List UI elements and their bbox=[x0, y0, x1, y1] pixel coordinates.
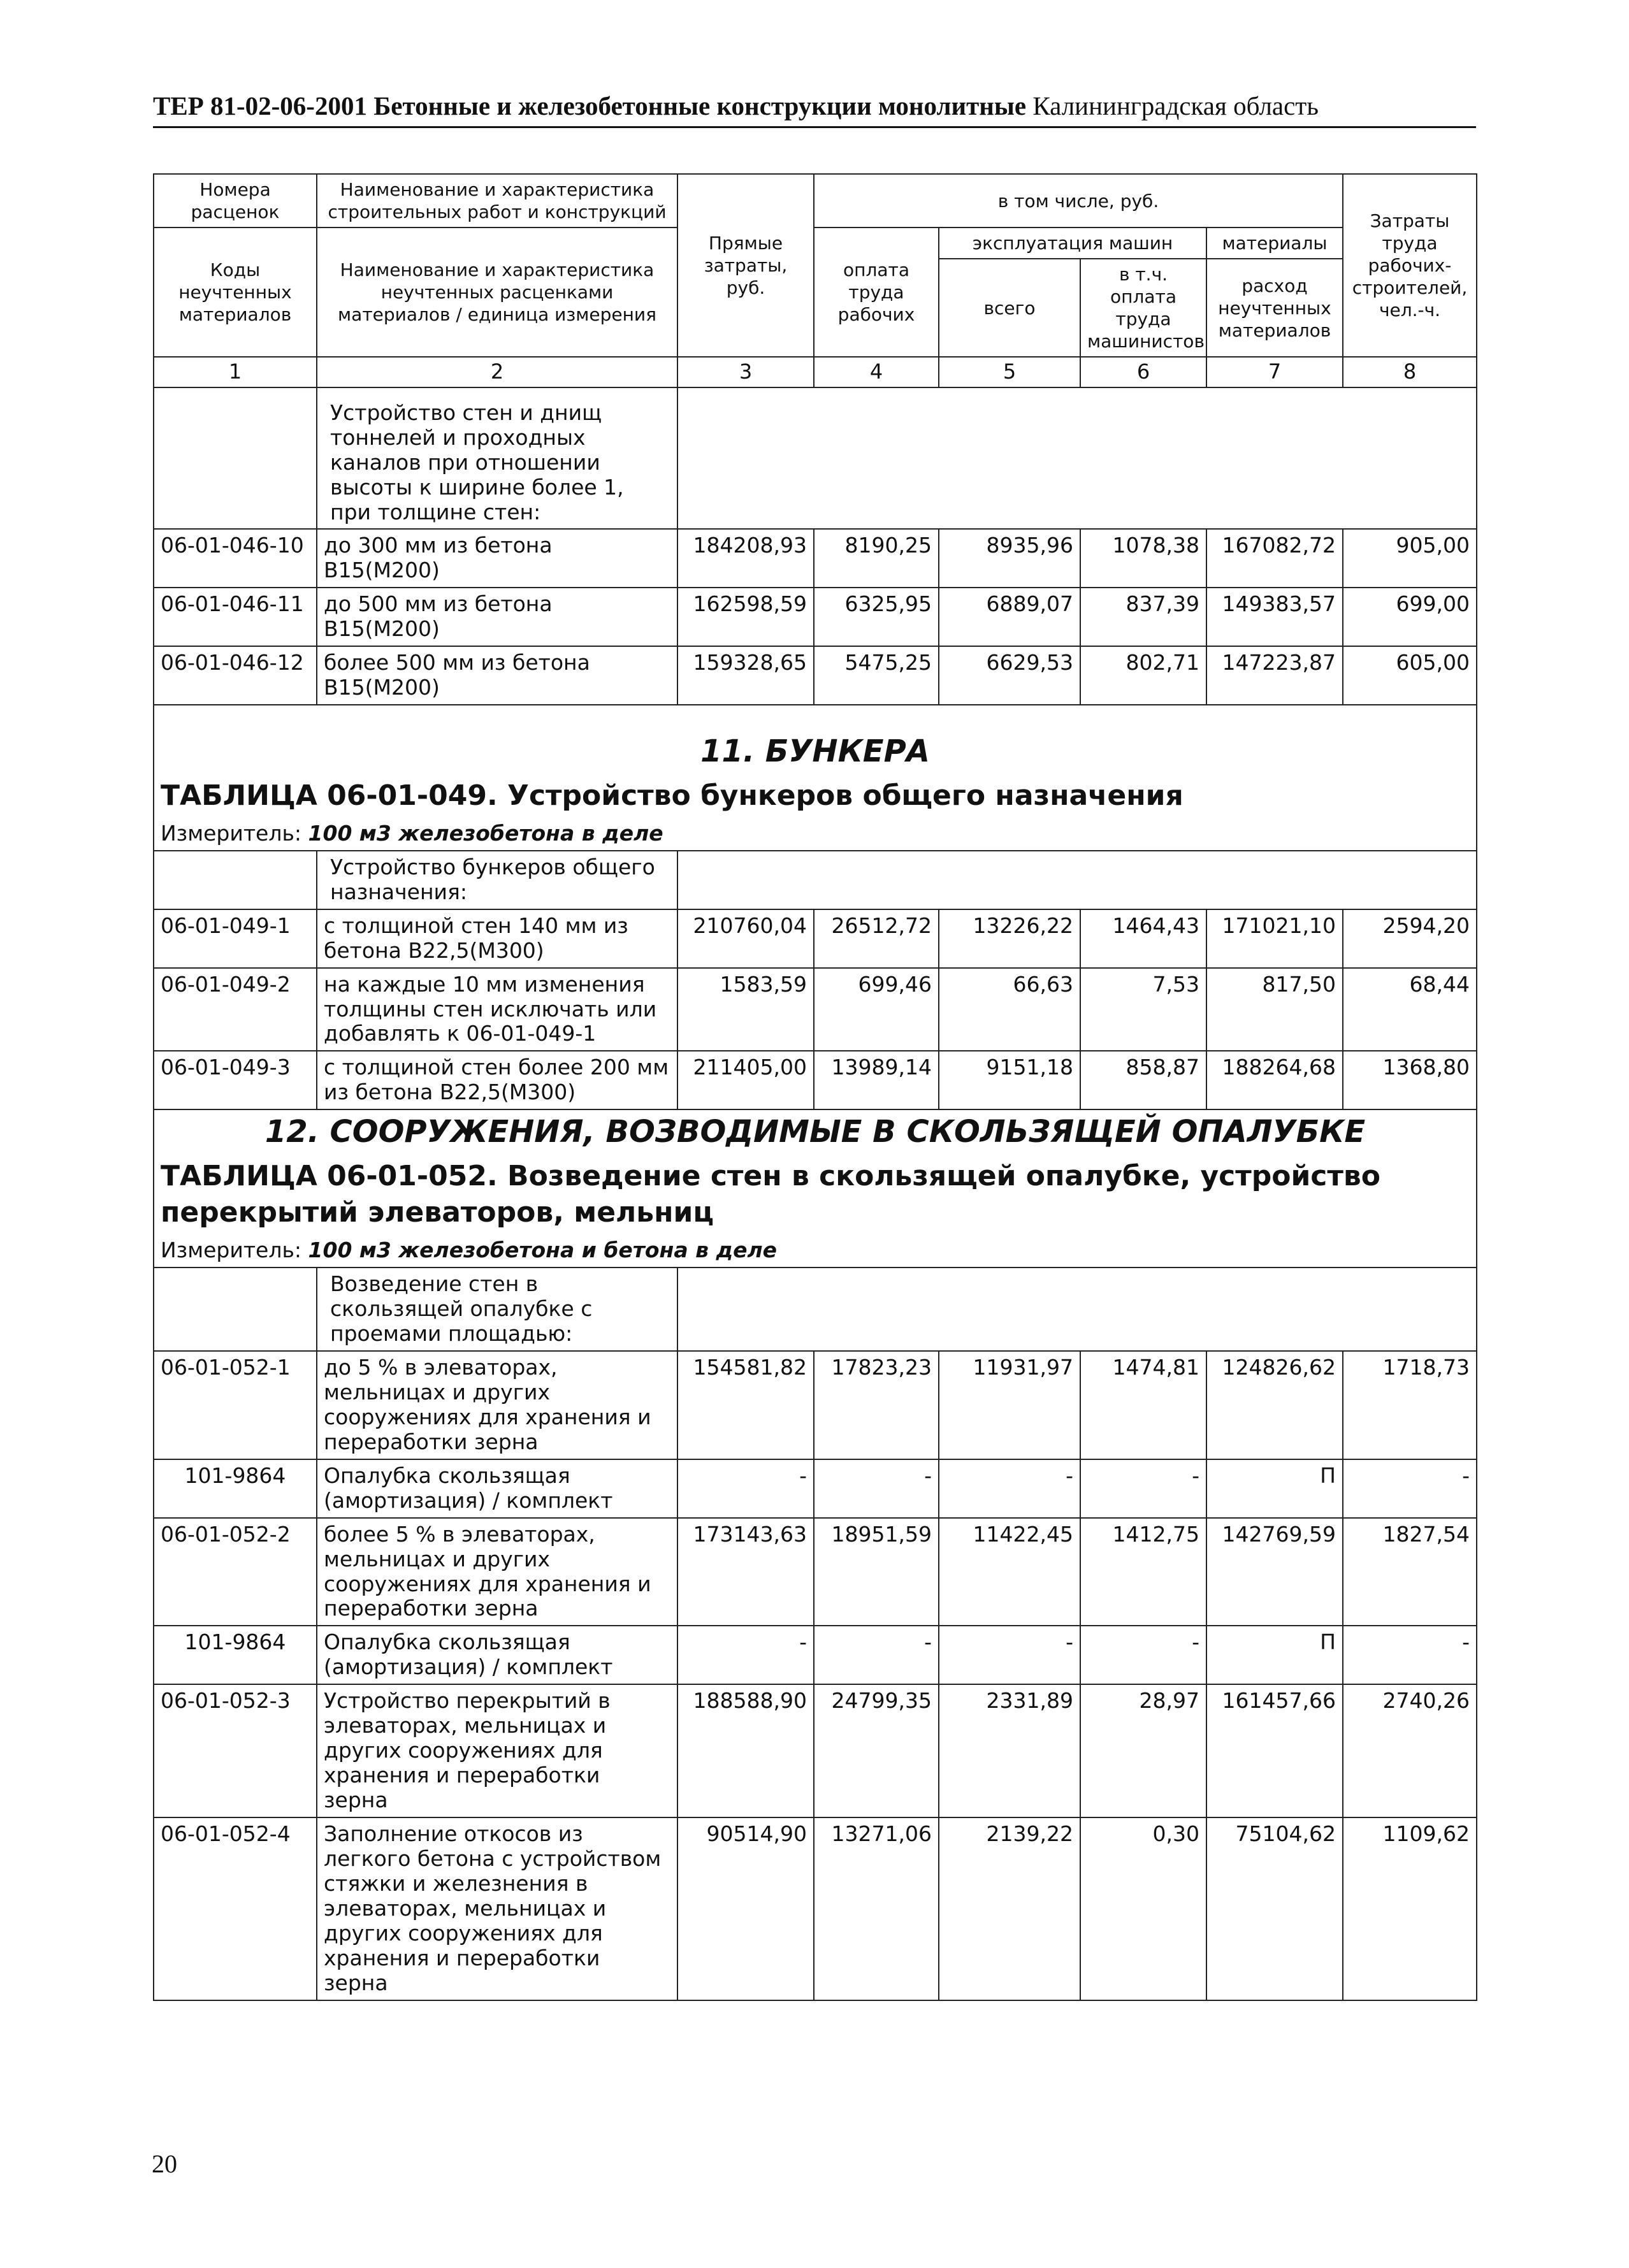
header-materials: материалы bbox=[1206, 228, 1343, 259]
labor-pay: 17823,23 bbox=[814, 1351, 939, 1459]
machines-total: 2139,22 bbox=[939, 1817, 1080, 2000]
document-title: Бетонные и железобетонные конструкции монолитные bbox=[373, 91, 1027, 120]
labor-hours: 605,00 bbox=[1343, 646, 1477, 705]
empty-cell bbox=[677, 1268, 1477, 1351]
materials-cost: 75104,62 bbox=[1206, 1817, 1343, 2000]
unit-value: 100 м3 железобетона и бетона в деле bbox=[308, 1238, 778, 1263]
rate-code: 06-01-046-11 bbox=[154, 588, 317, 646]
material-name: Опалубка скользящая (амортизация) / комплект bbox=[317, 1626, 677, 1684]
material-code: 101-9864 bbox=[154, 1459, 317, 1518]
direct-cost: - bbox=[677, 1459, 814, 1518]
labor-hours: 1109,62 bbox=[1343, 1817, 1477, 2000]
table-row bbox=[154, 968, 1477, 1051]
group-intro: Устройство стен и днищ тоннелей и проходных каналов при отношении высоты к ширине более 1, при толщине стен: bbox=[317, 387, 677, 530]
rate-code: 06-01-046-12 bbox=[154, 646, 317, 705]
rate-name: более 500 мм из бетона В15(М200) bbox=[317, 646, 677, 705]
header-machines-total: всего bbox=[939, 259, 1080, 357]
materials-cost: 167082,72 bbox=[1206, 529, 1343, 588]
empty-cell bbox=[154, 387, 317, 530]
machines-total: 9151,18 bbox=[939, 1051, 1080, 1109]
direct-cost: 162598,59 bbox=[677, 588, 814, 646]
header-name-bottom: Наименование и характеристика неучтенных расценками материалов / единица измерения bbox=[317, 228, 677, 357]
empty-cell bbox=[677, 851, 1477, 909]
rate-code: 06-01-046-10 bbox=[154, 529, 317, 588]
column-number: 3 bbox=[677, 357, 814, 387]
operators-pay: 0,30 bbox=[1080, 1817, 1206, 2000]
rate-name: до 500 мм из бетона В15(М200) bbox=[317, 588, 677, 646]
labor-pay: 26512,72 bbox=[814, 909, 939, 968]
column-number: 5 bbox=[939, 357, 1080, 387]
materials-cost: 188264,68 bbox=[1206, 1051, 1343, 1109]
operators-pay: 1078,38 bbox=[1080, 529, 1206, 588]
labor-pay: 13271,06 bbox=[814, 1817, 939, 2000]
header-row-2 bbox=[154, 228, 1477, 259]
materials-cost: П bbox=[1206, 1626, 1343, 1684]
material-row bbox=[154, 1459, 1477, 1518]
rate-name: Устройство перекрытий в элеваторах, мельницах и других сооружениях для хранения и переработки зерна bbox=[317, 1684, 677, 1817]
materials-cost: П bbox=[1206, 1459, 1343, 1518]
rate-code: 06-01-052-3 bbox=[154, 1684, 317, 1817]
table-row bbox=[154, 1518, 1477, 1626]
labor-hours: 699,00 bbox=[1343, 588, 1477, 646]
group-intro-row bbox=[154, 387, 1477, 530]
machines-total: 13226,22 bbox=[939, 909, 1080, 968]
operators-pay: - bbox=[1080, 1626, 1206, 1684]
labor-hours: 1368,80 bbox=[1343, 1051, 1477, 1109]
machines-total: 6629,53 bbox=[939, 646, 1080, 705]
column-number: 8 bbox=[1343, 357, 1477, 387]
operators-pay: 858,87 bbox=[1080, 1051, 1206, 1109]
labor-pay: 13989,14 bbox=[814, 1051, 939, 1109]
labor-hours: 68,44 bbox=[1343, 968, 1477, 1051]
table-title: ТАБЛИЦА 06-01-049. Устройство бункеров общего назначения bbox=[154, 774, 1477, 818]
material-row bbox=[154, 1626, 1477, 1684]
table-row bbox=[154, 1817, 1477, 2000]
rate-name: с толщиной стен 140 мм из бетона В22,5(М300) bbox=[317, 909, 677, 968]
unit-prefix: Измеритель: bbox=[161, 820, 302, 846]
rate-name: до 5 % в элеваторах, мельницах и других сооружениях для хранения и переработки зерна bbox=[317, 1351, 677, 1459]
section-title: 11. БУНКЕРА bbox=[154, 705, 1477, 774]
unit-row bbox=[154, 818, 1477, 851]
table-title-row bbox=[154, 1154, 1477, 1234]
direct-cost: 154581,82 bbox=[677, 1351, 814, 1459]
operators-pay: 1474,81 bbox=[1080, 1351, 1206, 1459]
rate-name: с толщиной стен более 200 мм из бетона В22,5(М300) bbox=[317, 1051, 677, 1109]
labor-hours: 905,00 bbox=[1343, 529, 1477, 588]
labor-pay: 6325,95 bbox=[814, 588, 939, 646]
header-labor-pay: оплата труда рабочих bbox=[814, 228, 939, 357]
rate-name: Заполнение откосов из легкого бетона с устройством стяжки и железнения в элеваторах, мельницах и других сооружениях для хранения и переработки зерна bbox=[317, 1817, 677, 2000]
page-header bbox=[153, 90, 1476, 128]
operators-pay: 7,53 bbox=[1080, 968, 1206, 1051]
machines-total: - bbox=[939, 1626, 1080, 1684]
column-number: 7 bbox=[1206, 357, 1343, 387]
price-table bbox=[153, 173, 1477, 2001]
labor-pay: 5475,25 bbox=[814, 646, 939, 705]
rate-code: 06-01-049-2 bbox=[154, 968, 317, 1051]
materials-cost: 147223,87 bbox=[1206, 646, 1343, 705]
labor-pay: 8190,25 bbox=[814, 529, 939, 588]
operators-pay: 837,39 bbox=[1080, 588, 1206, 646]
labor-pay: 24799,35 bbox=[814, 1684, 939, 1817]
region-name: Калининградская область bbox=[1032, 91, 1319, 120]
group-intro: Устройство бункеров общего назначения: bbox=[317, 851, 677, 909]
column-number: 6 bbox=[1080, 357, 1206, 387]
table-row bbox=[154, 646, 1477, 705]
direct-cost: 188588,90 bbox=[677, 1684, 814, 1817]
materials-cost: 124826,62 bbox=[1206, 1351, 1343, 1459]
unit-line bbox=[154, 818, 1477, 851]
operators-pay: 1464,43 bbox=[1080, 909, 1206, 968]
labor-pay: 18951,59 bbox=[814, 1518, 939, 1626]
unit-value: 100 м3 железобетона в деле bbox=[308, 820, 663, 846]
labor-hours: 2740,26 bbox=[1343, 1684, 1477, 1817]
labor-pay: 699,46 bbox=[814, 968, 939, 1051]
machines-total: 11931,97 bbox=[939, 1351, 1080, 1459]
empty-cell bbox=[154, 851, 317, 909]
labor-hours: - bbox=[1343, 1459, 1477, 1518]
table-row bbox=[154, 1684, 1477, 1817]
column-number: 2 bbox=[317, 357, 677, 387]
direct-cost: 1583,59 bbox=[677, 968, 814, 1051]
table-title-row bbox=[154, 774, 1477, 818]
machines-total: - bbox=[939, 1459, 1080, 1518]
machines-total: 66,63 bbox=[939, 968, 1080, 1051]
materials-cost: 161457,66 bbox=[1206, 1684, 1343, 1817]
section-title-row bbox=[154, 705, 1477, 774]
group-intro-row bbox=[154, 1268, 1477, 1351]
operators-pay: 802,71 bbox=[1080, 646, 1206, 705]
labor-hours: 2594,20 bbox=[1343, 909, 1477, 968]
table-row bbox=[154, 588, 1477, 646]
material-name: Опалубка скользящая (амортизация) / комплект bbox=[317, 1459, 677, 1518]
rate-name: до 300 мм из бетона В15(М200) bbox=[317, 529, 677, 588]
direct-cost: 211405,00 bbox=[677, 1051, 814, 1109]
empty-cell bbox=[154, 1268, 317, 1351]
column-number: 1 bbox=[154, 357, 317, 387]
unit-row bbox=[154, 1234, 1477, 1268]
header-machines: эксплуатация машин bbox=[939, 228, 1206, 259]
table-title: ТАБЛИЦА 06-01-052. Возведение стен в скользящей опалубке, устройство перекрытий элеваторов, мельниц bbox=[154, 1154, 1477, 1234]
table-row bbox=[154, 529, 1477, 588]
rate-name: более 5 % в элеваторах, мельницах и других сооружениях для хранения и переработки зерна bbox=[317, 1518, 677, 1626]
column-number: 4 bbox=[814, 357, 939, 387]
header-codes-bottom: Коды неучтенных материалов bbox=[154, 228, 317, 357]
machines-total: 11422,45 bbox=[939, 1518, 1080, 1626]
operators-pay: - bbox=[1080, 1459, 1206, 1518]
direct-cost: - bbox=[677, 1626, 814, 1684]
machines-total: 8935,96 bbox=[939, 529, 1080, 588]
unit-line bbox=[154, 1234, 1477, 1268]
direct-cost: 210760,04 bbox=[677, 909, 814, 968]
materials-cost: 142769,59 bbox=[1206, 1518, 1343, 1626]
rate-code: 06-01-052-1 bbox=[154, 1351, 317, 1459]
header-operators-pay: в т.ч. оплата труда машинистов bbox=[1080, 259, 1206, 357]
machines-total: 6889,07 bbox=[939, 588, 1080, 646]
materials-cost: 817,50 bbox=[1206, 968, 1343, 1051]
labor-hours: 1827,54 bbox=[1343, 1518, 1477, 1626]
operators-pay: 1412,75 bbox=[1080, 1518, 1206, 1626]
table-row bbox=[154, 909, 1477, 968]
group-intro-row bbox=[154, 851, 1477, 909]
section-title-row bbox=[154, 1109, 1477, 1154]
labor-hours: - bbox=[1343, 1626, 1477, 1684]
page-number: 20 bbox=[152, 2149, 177, 2178]
machines-total: 2331,89 bbox=[939, 1684, 1080, 1817]
materials-cost: 149383,57 bbox=[1206, 588, 1343, 646]
labor-pay: - bbox=[814, 1626, 939, 1684]
header-codes-top: Номера расценок bbox=[154, 174, 317, 228]
unit-prefix: Измеритель: bbox=[161, 1238, 302, 1263]
table-row bbox=[154, 1351, 1477, 1459]
header-unaccounted-materials: расход неучтенных материалов bbox=[1206, 259, 1343, 357]
direct-cost: 184208,93 bbox=[677, 529, 814, 588]
rate-code: 06-01-049-3 bbox=[154, 1051, 317, 1109]
rate-code: 06-01-052-2 bbox=[154, 1518, 317, 1626]
document-code: ТЕР 81-02-06-2001 bbox=[153, 91, 367, 120]
header-row-1 bbox=[154, 174, 1477, 228]
material-code: 101-9864 bbox=[154, 1626, 317, 1684]
header-direct-costs: Прямые затраты, руб. bbox=[677, 174, 814, 357]
rate-name: на каждые 10 мм изменения толщины стен исключать или добавлять к 06-01-049-1 bbox=[317, 968, 677, 1051]
labor-pay: - bbox=[814, 1459, 939, 1518]
header-labor-cost: Затраты труда рабочих-строителей, чел.-ч. bbox=[1343, 174, 1477, 357]
operators-pay: 28,97 bbox=[1080, 1684, 1206, 1817]
section-title: 12. СООРУЖЕНИЯ, ВОЗВОДИМЫЕ В СКОЛЬЗЯЩЕЙ ОПАЛУБКЕ bbox=[154, 1109, 1477, 1154]
rate-code: 06-01-049-1 bbox=[154, 909, 317, 968]
direct-cost: 159328,65 bbox=[677, 646, 814, 705]
rate-code: 06-01-052-4 bbox=[154, 1817, 317, 2000]
direct-cost: 90514,90 bbox=[677, 1817, 814, 2000]
materials-cost: 171021,10 bbox=[1206, 909, 1343, 968]
header-including: в том числе, руб. bbox=[814, 174, 1343, 228]
table-row bbox=[154, 1051, 1477, 1109]
column-numbers-row bbox=[154, 357, 1477, 387]
group-intro: Возведение стен в скользящей опалубке с проемами площадью: bbox=[317, 1268, 677, 1351]
header-name-top: Наименование и характеристика строительных работ и конструкций bbox=[317, 174, 677, 228]
labor-hours: 1718,73 bbox=[1343, 1351, 1477, 1459]
direct-cost: 173143,63 bbox=[677, 1518, 814, 1626]
empty-cell bbox=[677, 387, 1477, 530]
